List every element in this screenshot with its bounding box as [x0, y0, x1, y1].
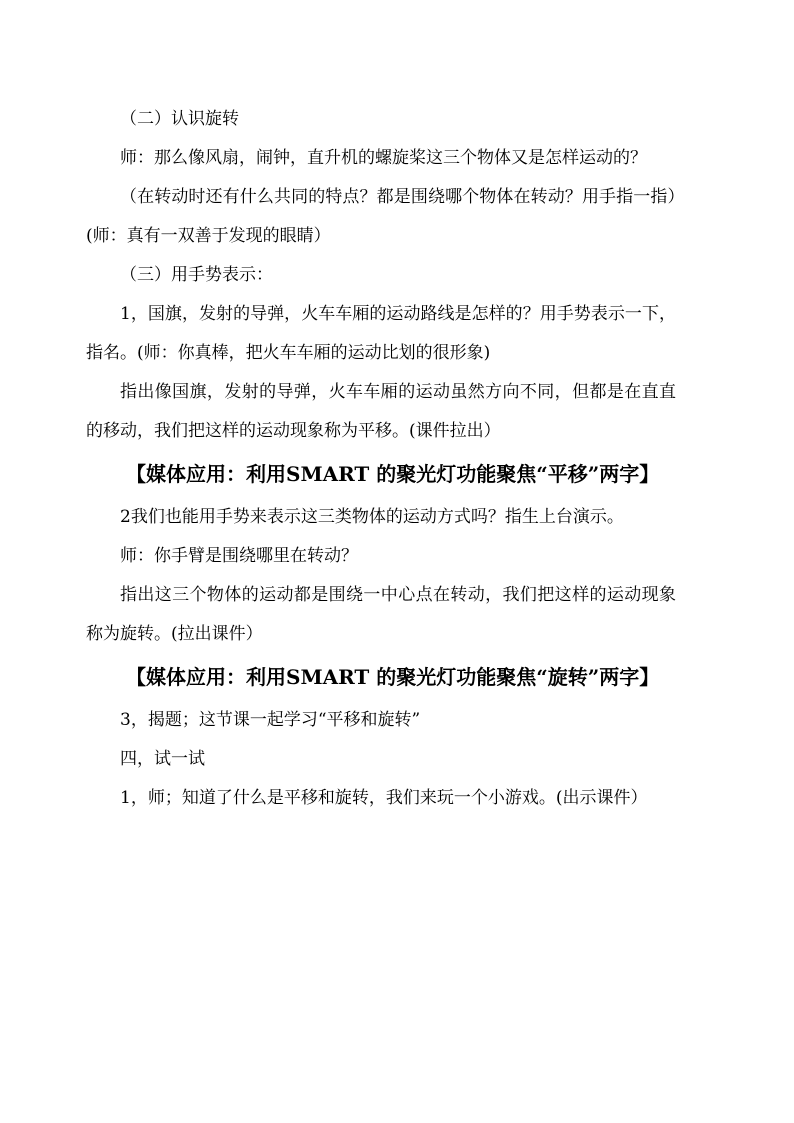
- paragraph: 2我们也能用手势来表示这三类物体的运动方式吗？指生上台演示。: [120, 507, 624, 527]
- paragraph: 1，国旗，发射的导弹，火车车厢的运动路线是怎样的？用手势表示一下，指名。(师：你真棒，把火车车厢的运动比划的很形象): [86, 304, 676, 363]
- paragraph: 师：那么像风扇，闹钟，直升机的螺旋桨这三个物体又是怎样运动的？: [120, 148, 647, 168]
- media-application-note: 【媒体应用：利用SMART 的聚光灯功能聚焦“旋转”两字】: [126, 665, 660, 689]
- document-body: [86, 100, 676, 818]
- paragraph: 指出这三个物体的运动都是围绕一中心点在转动，我们把这样的运动现象称为旋转。(拉出课件）: [86, 585, 676, 644]
- paragraph: 3，揭题；这节课一起学习“平移和旋转”: [120, 710, 421, 730]
- paragraph: 师：你手臂是围绕哪里在转动？: [120, 546, 358, 566]
- section-heading-rotation: （二）认识旋转: [120, 109, 239, 129]
- section-heading-gestures: （三）用手势表示：: [120, 265, 273, 285]
- paragraph: 指出像国旗，发射的导弹，火车车厢的运动虽然方向不同，但都是在直直的移动，我们把这样的运动现象称为平移。(课件拉出）: [86, 382, 676, 441]
- section-heading-try: 四，试一试: [120, 749, 205, 769]
- media-application-note: 【媒体应用：利用SMART 的聚光灯功能聚焦“平移”两字】: [126, 462, 660, 486]
- paragraph: （在转动时还有什么共同的特点？都是围绕哪个物体在转动？用手指一指）(师：真有一双善于发现的眼睛）: [86, 187, 676, 246]
- paragraph: 1，师；知道了什么是平移和旋转，我们来玩一个小游戏。(出示课件）: [120, 788, 648, 808]
